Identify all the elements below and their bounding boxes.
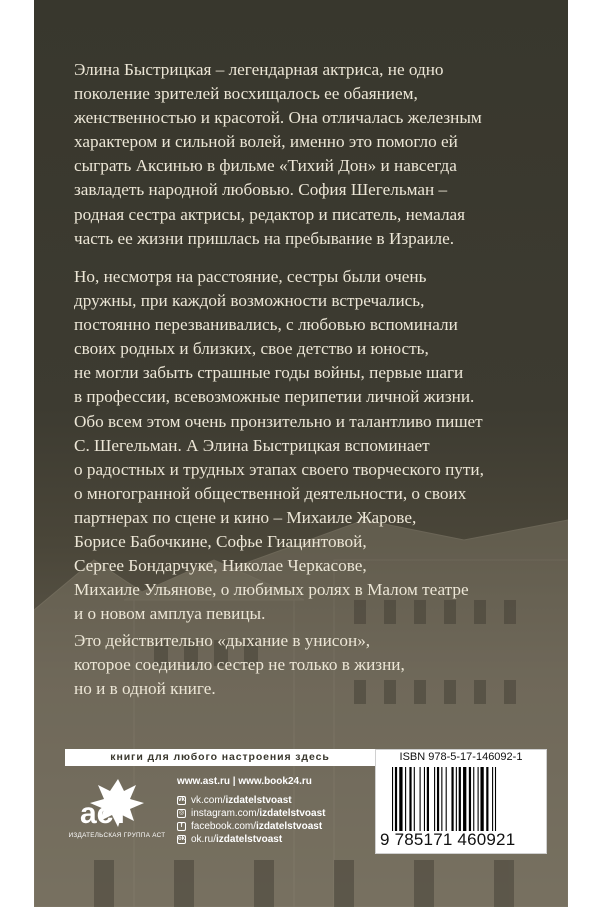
annotation-paragraph-3: Это действительно «дыхание в унисон», которое соединило сестер не только в жизни, но и в одной книге. <box>74 631 405 699</box>
barcode-digits: 9 785171 460921 <box>380 830 516 849</box>
social-handle: izdatelstvoast <box>225 795 292 806</box>
social-domain: ok.ru/ <box>191 834 217 845</box>
publisher-links <box>177 776 326 846</box>
isbn-barcode-block <box>375 749 547 854</box>
barcode-icon <box>390 767 536 833</box>
annotation-paragraph-1: Элина Быстрицкая – легендарная актриса, не одно поколение зрителей восхищалось ее обаянием, женственностью и красотой. Она отличалась железным характером и сильной волей, именно это помогло ей сыграть Аксинью в фильме «Тихий Дон» и навсегда завладеть народной любовью. София Шегельман – родная сестра актрисы, редактор и писатель, немалая часть ее жизни пришлась на пребывание в Израиле. <box>74 60 482 248</box>
tagline-banner: книги для любого настроения здесь <box>65 749 375 766</box>
social-domain: vk.com/ <box>191 795 226 806</box>
social-domain: facebook.com/ <box>191 821 257 832</box>
publisher-caption: ИЗДАТЕЛЬСКАЯ ГРУППА АСТ <box>68 832 166 839</box>
social-link-facebook[interactable] <box>177 820 326 833</box>
social-handle: izdatelstvoast <box>259 808 326 819</box>
facebook-icon: f <box>177 822 186 831</box>
instagram-icon: ◎ <box>178 810 185 816</box>
logo-wordmark: аст <box>80 797 129 830</box>
website-links[interactable]: www.ast.ru | www.book24.ru <box>177 776 312 787</box>
social-link-vk[interactable] <box>177 794 326 807</box>
odnoklassniki-icon: ok <box>178 836 186 842</box>
vk-icon: vk <box>178 797 185 803</box>
social-link-odnoklassniki[interactable] <box>177 833 326 846</box>
isbn-label: ISBN 978-5-17-146092-1 <box>399 751 523 763</box>
social-handle: izdatelstvoast <box>216 834 283 845</box>
social-domain: instagram.com/ <box>191 808 260 819</box>
back-cover <box>34 0 568 907</box>
annotation-paragraph-2: Но, несмотря на расстояние, сестры были очень дружны, при каждой возможности встречались, постоянно перезванивались, с любовью вспоминали своих родных и близких, свое детство и юность, не могли забыть страшные годы войны, первые шаги в профессии, всевозможные перипетии личной жизни. Обо всем этом очень пронзительно и талантливо пишет С. Шегельман. А Элина Быстрицкая вспоминает о радостных и трудных этапах своего творческого пути, о многогранной общественной деятельности, о своих партнерах по сцене и кино – Михаиле Жарове, Борисе Бабочкине, Софье Гиацинтовой, Сергее Бондарчуке, Николае Черкасове, Михаиле Ульянове, о любимых ролях в Малом театре и о новом амплуа певицы. <box>74 267 484 624</box>
social-handle: izdatelstvoast <box>256 821 323 832</box>
social-link-instagram[interactable] <box>177 807 326 820</box>
